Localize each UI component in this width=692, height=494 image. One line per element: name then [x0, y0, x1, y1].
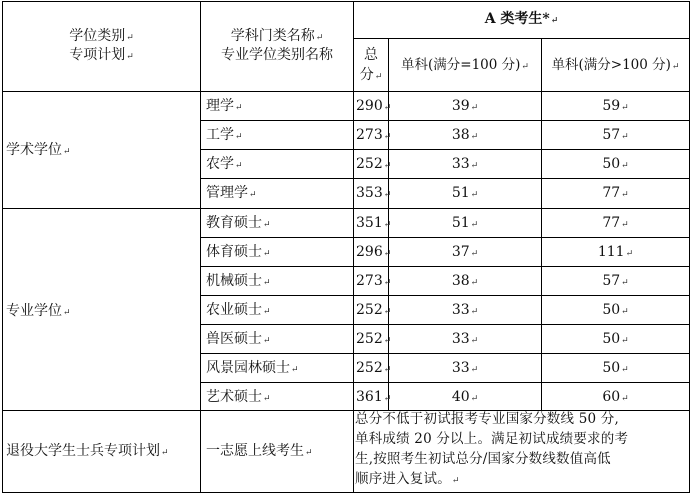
total-score: 273↵: [356, 127, 392, 143]
single-score-100: 39↵: [451, 98, 479, 114]
note-line: 生,按照考生初试总分/国家分数线数值高低: [355, 451, 611, 467]
table-col-rule: [200, 1, 201, 493]
total-score: 252↵: [356, 302, 392, 318]
single-score-100: 40↵: [451, 389, 479, 405]
header-single-gt100: 单科(满分>100 分)↵: [551, 57, 680, 73]
single-score-gt100: 77↵: [602, 185, 629, 201]
total-score: 273↵: [356, 273, 392, 289]
single-score-100: 38↵: [451, 273, 479, 289]
total-score: 296↵: [356, 244, 392, 260]
table-border-top: [2, 1, 690, 2]
header-total: 总: [364, 47, 378, 63]
single-score-gt100: 77↵: [602, 215, 629, 231]
header-total: 分↵: [359, 67, 383, 83]
discipline-name: 艺术硕士↵: [206, 389, 271, 405]
single-score-gt100: 57↵: [602, 273, 629, 289]
header-single-le100: 单科(满分=100 分)↵: [401, 57, 529, 73]
single-score-gt100: 59↵: [602, 98, 629, 114]
single-score-100: 51↵: [451, 215, 479, 231]
header-group-title: A 类考生*↵: [484, 11, 559, 27]
discipline-name: 农业硕士↵: [206, 302, 271, 318]
table-rule: [200, 149, 690, 150]
table-rule: [200, 382, 690, 383]
note-line: 单科成绩 20 分以上。满足初试成绩要求的考: [355, 431, 629, 447]
table-border-bottom: [2, 492, 690, 493]
discipline-name: 工学↵: [206, 127, 243, 143]
discipline-name: 风景园林硕士↵: [206, 360, 299, 376]
table-border-left: [2, 1, 3, 493]
note-line: 总分不低于初试报考专业国家分数线 50 分,: [355, 411, 619, 427]
table-rule: [200, 266, 690, 267]
single-score-100: 51↵: [451, 185, 479, 201]
header-category-special: 专项计划↵: [69, 47, 134, 63]
category-academic: 学术学位↵: [6, 142, 71, 158]
category-professional: 专业学位↵: [6, 303, 71, 319]
discipline-name: 教育硕士↵: [206, 215, 271, 231]
total-score: 252↵: [356, 360, 392, 376]
table-rule: [200, 324, 690, 325]
single-score-100: 33↵: [451, 360, 479, 376]
header-discipline-professional: 专业学位类别名称: [221, 47, 333, 63]
table-rule: [200, 120, 690, 121]
single-score-gt100: 50↵: [602, 360, 629, 376]
total-score: 353↵: [356, 185, 392, 201]
total-score: 252↵: [356, 331, 392, 347]
total-score: 351↵: [356, 215, 392, 231]
header-category: 学位类别↵: [69, 28, 134, 44]
discipline-name: 机械硕士↵: [206, 273, 271, 289]
total-score: 361↵: [356, 389, 392, 405]
single-score-100: 37↵: [451, 244, 479, 260]
single-score-gt100: 50↵: [602, 331, 629, 347]
discipline-name: 农学↵: [206, 156, 243, 172]
single-score-100: 38↵: [451, 127, 479, 143]
table-rule: [2, 91, 690, 92]
table-rule: [2, 208, 690, 209]
table-border-right: [689, 1, 690, 493]
table-rule: [200, 295, 690, 296]
single-score-100: 33↵: [451, 302, 479, 318]
discipline-name: 理学↵: [206, 98, 243, 114]
note-line: 顺序进入复试。↵: [355, 471, 460, 487]
table-rule: [200, 353, 690, 354]
header-discipline: 学科门类名称↵: [230, 28, 324, 44]
category-veteran-plan: 退役大学生士兵专项计划↵: [6, 443, 169, 459]
discipline-name: 管理学↵: [206, 185, 257, 201]
requirement-note: [355, 409, 689, 491]
discipline-name: 兽医硕士↵: [206, 331, 271, 347]
discipline-name: 体育硕士↵: [206, 244, 271, 260]
discipline-first-choice: 一志愿上线考生↵: [206, 443, 313, 459]
total-score: 252↵: [356, 156, 392, 172]
single-score-gt100: 50↵: [602, 302, 629, 318]
single-score-100: 33↵: [451, 156, 479, 172]
single-score-100: 33↵: [451, 331, 479, 347]
single-score-gt100: 57↵: [602, 127, 629, 143]
table-rule: [353, 38, 690, 39]
table-rule: [200, 178, 690, 179]
single-score-gt100: 111↵: [597, 244, 634, 260]
single-score-gt100: 60↵: [602, 389, 629, 405]
total-score: 290↵: [356, 98, 392, 114]
single-score-gt100: 50↵: [602, 156, 629, 172]
table-rule: [200, 237, 690, 238]
